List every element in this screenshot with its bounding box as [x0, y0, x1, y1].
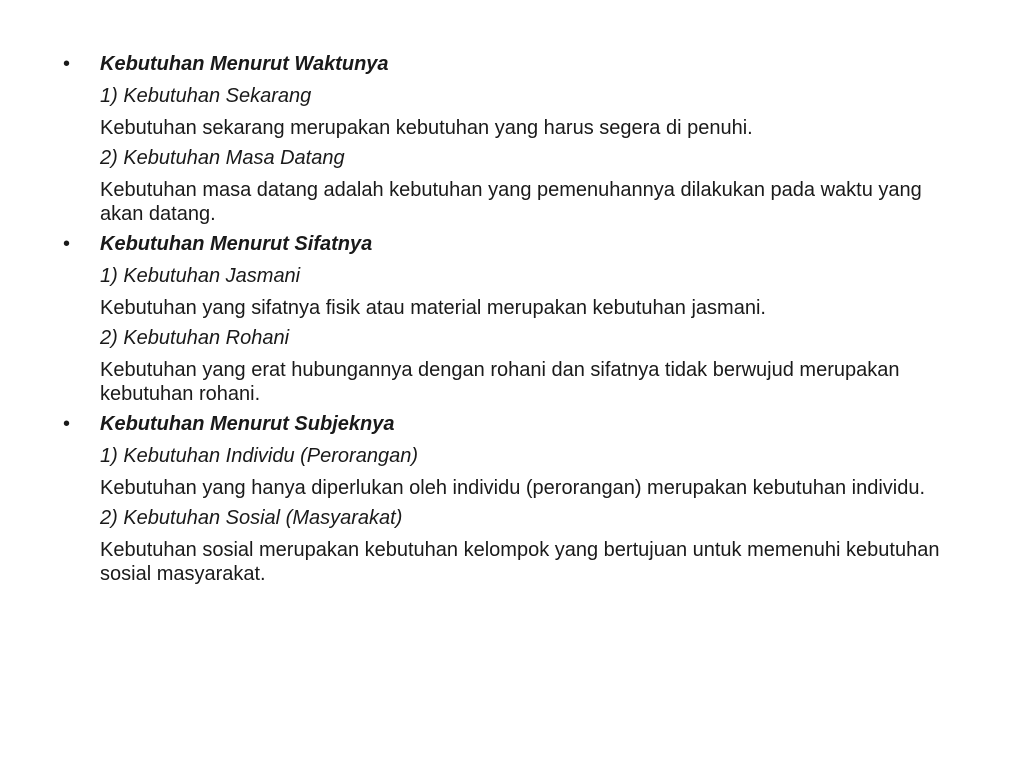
description: Kebutuhan sosial merupakan kebutuhan kelompok yang bertujuan untuk memenuhi kebutuhan sosial masyarakat. — [100, 539, 940, 585]
section-heading: Kebutuhan Menurut Sifatnya — [100, 233, 373, 255]
section-heading: Kebutuhan Menurut Subjeknya — [100, 413, 395, 435]
description: Kebutuhan yang erat hubungannya dengan rohani dan sifatnya tidak berwujud merupakan kebutuhan rohani. — [100, 359, 900, 405]
subheading: 2) Kebutuhan Masa Datang — [100, 147, 345, 169]
bullet-icon: • — [63, 53, 71, 75]
subheading: 2) Kebutuhan Sosial (Masyarakat) — [100, 507, 403, 529]
description: Kebutuhan sekarang merupakan kebutuhan yang harus segera di penuhi. — [100, 117, 753, 139]
slide-content — [63, 50, 960, 590]
description: Kebutuhan yang sifatnya fisik atau material merupakan kebutuhan jasmani. — [100, 297, 766, 319]
section-heading: Kebutuhan Menurut Waktunya — [100, 53, 389, 75]
description: Kebutuhan yang hanya diperlukan oleh individu (perorangan) merupakan kebutuhan individu. — [100, 477, 926, 499]
subheading: 1) Kebutuhan Individu (Perorangan) — [100, 445, 418, 467]
section-waktunya — [63, 50, 960, 226]
subheading: 1) Kebutuhan Sekarang — [100, 85, 312, 107]
section-subjeknya — [63, 410, 960, 586]
subheading: 2) Kebutuhan Rohani — [100, 327, 290, 349]
bullet-icon: • — [63, 233, 71, 255]
description: Kebutuhan masa datang adalah kebutuhan yang pemenuhannya dilakukan pada waktu yang akan datang. — [100, 179, 922, 225]
bullet-icon: • — [63, 413, 71, 435]
section-sifatnya — [63, 230, 960, 406]
subheading: 1) Kebutuhan Jasmani — [100, 265, 301, 287]
